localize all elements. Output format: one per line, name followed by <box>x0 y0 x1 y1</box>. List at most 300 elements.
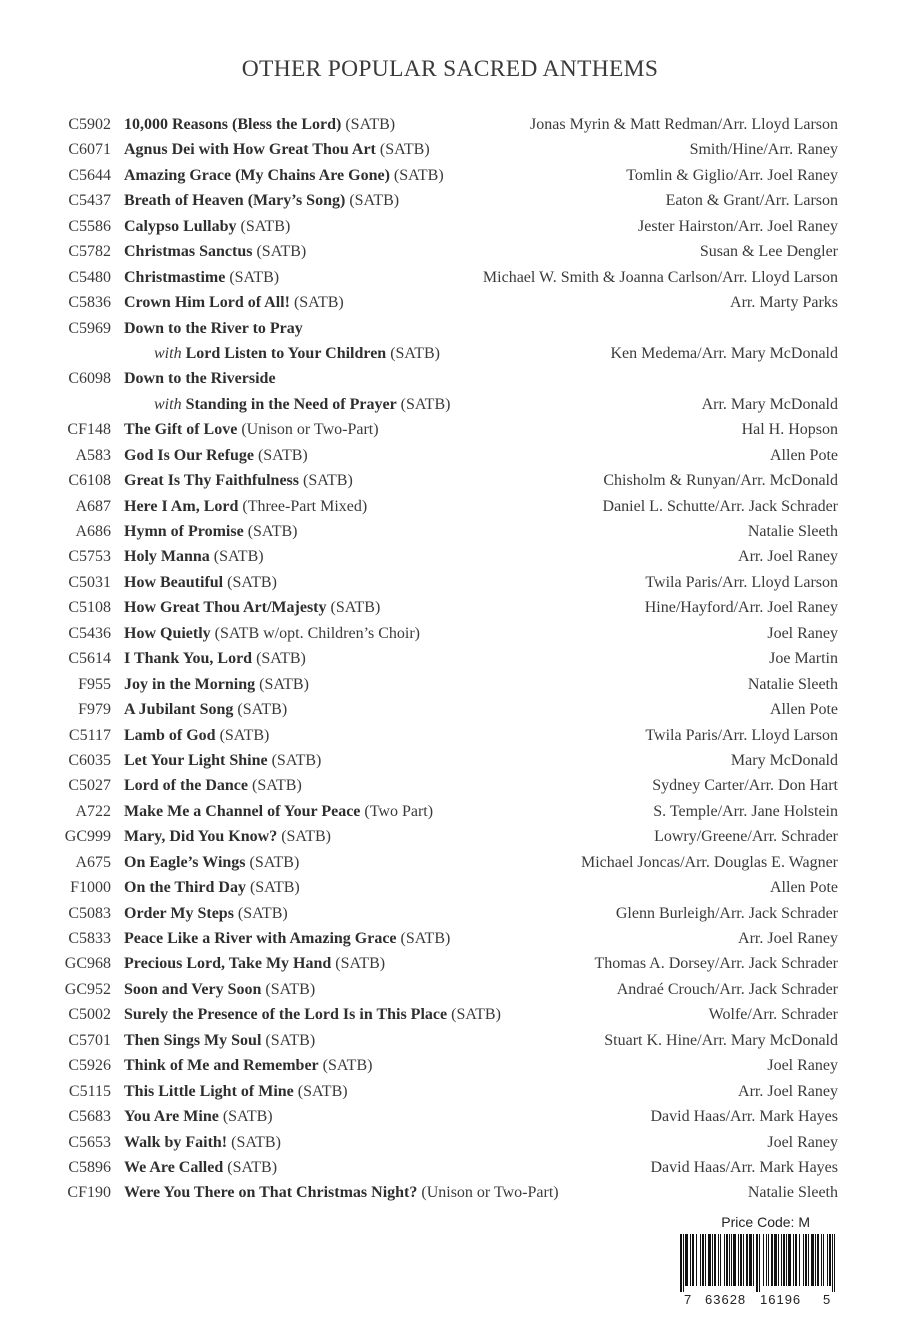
anthem-title <box>124 926 450 951</box>
catalog-code: GC952 <box>64 980 111 998</box>
anthem-name: On Eagle’s Wings <box>124 853 246 871</box>
barcode-bar <box>817 1234 819 1286</box>
catalog-code: C5436 <box>68 624 111 642</box>
list-item <box>0 748 900 773</box>
catalog-code: C5753 <box>68 548 111 566</box>
list-item <box>0 1180 900 1205</box>
anthem-title <box>154 392 450 417</box>
anthem-name: The Gift of Love <box>124 421 238 439</box>
voicing: (SATB) <box>267 751 322 769</box>
composer-arranger: Natalie Sleeth <box>747 675 838 693</box>
catalog-code: C5027 <box>68 777 111 795</box>
barcode-bar <box>827 1234 828 1286</box>
list-item <box>0 1130 900 1155</box>
catalog-code: C5614 <box>68 650 111 668</box>
voicing: (SATB) <box>389 166 444 184</box>
barcode-bar <box>740 1234 742 1286</box>
barcode-bar <box>778 1234 779 1286</box>
anthem-title <box>124 646 306 671</box>
composer-arranger: Thomas A. Dorsey/Arr. Jack Schrader <box>594 955 838 973</box>
barcode-bar <box>763 1234 764 1286</box>
catalog-code: C5701 <box>68 1031 111 1049</box>
anthem-title <box>124 214 290 239</box>
anthem-name: Were You There on That Christmas Night? <box>124 1184 418 1202</box>
barcode-bar <box>771 1234 773 1286</box>
anthem-title <box>124 773 302 798</box>
composer-arranger: Chisholm & Runyan/Arr. McDonald <box>603 472 838 490</box>
anthem-name: Mary, Did You Know? <box>124 828 278 846</box>
anthem-name: Lamb of God <box>124 726 216 744</box>
catalog-code: C5002 <box>68 1006 111 1024</box>
barcode-bar <box>683 1234 684 1292</box>
barcode-first-digit: 7 <box>684 1292 692 1307</box>
voicing: (SATB) <box>227 1133 281 1151</box>
anthem-name: Holy Manna <box>124 548 210 566</box>
anthem-name: Great Is Thy Faithfulness <box>124 472 299 490</box>
composer-arranger: Daniel L. Schutte/Arr. Jack Schrader <box>602 497 838 515</box>
anthem-title <box>124 494 367 519</box>
anthem-title <box>124 265 279 290</box>
catalog-code: C5833 <box>68 930 111 947</box>
anthem-name: Make Me a Channel of Your Peace <box>124 802 361 820</box>
list-item <box>0 1002 900 1027</box>
barcode-bar <box>795 1234 797 1286</box>
voicing: (SATB) <box>209 548 264 566</box>
anthem-name: Precious Lord, Take My Hand <box>124 955 332 973</box>
list-item <box>0 799 900 824</box>
catalog-code: C6108 <box>68 472 111 490</box>
composer-arranger: Tomlin & Giglio/Arr. Joel Raney <box>626 166 838 184</box>
anthem-title <box>124 901 288 926</box>
catalog-code: C5782 <box>68 243 111 261</box>
barcode-last-digit: 5 <box>823 1292 831 1307</box>
anthem-title <box>124 723 269 748</box>
anthem-list <box>0 112 900 1206</box>
anthem-title <box>124 977 315 1002</box>
catalog-code: A722 <box>75 802 111 820</box>
catalog-code: C5108 <box>68 599 111 617</box>
anthem-title <box>124 544 264 569</box>
voicing: (SATB) <box>252 243 307 261</box>
voicing: (SATB) <box>223 573 277 591</box>
anthem-title <box>124 951 385 976</box>
list-item <box>0 824 900 849</box>
voicing: (SATB) <box>233 701 288 719</box>
catalog-code: C5644 <box>68 166 111 184</box>
barcode-bar <box>708 1234 711 1286</box>
anthem-title <box>124 875 300 900</box>
composer-arranger: Susan & Lee Dengler <box>699 243 838 261</box>
list-item <box>0 163 900 188</box>
anthem-title <box>124 1002 501 1027</box>
barcode-bar <box>783 1234 785 1286</box>
composer-arranger: Twila Paris/Arr. Lloyd Larson <box>645 573 838 591</box>
barcode-bar <box>811 1234 814 1286</box>
voicing: (SATB) <box>215 726 270 744</box>
barcode-bar <box>781 1234 782 1286</box>
composer-arranger: Hine/Hayford/Arr. Joel Raney <box>644 599 838 617</box>
catalog-code: C5902 <box>68 116 111 133</box>
catalog-code: C5437 <box>68 192 111 210</box>
composer-arranger: Sydney Carter/Arr. Don Hart <box>652 777 838 795</box>
composer-arranger: Glenn Burleigh/Arr. Jack Schrader <box>615 904 838 922</box>
composer-arranger: Arr. Joel Raney <box>738 930 838 947</box>
anthem-name: Joy in the Morning <box>124 675 256 693</box>
catalog-code: C6071 <box>68 141 111 159</box>
list-item <box>0 1028 900 1053</box>
voicing: (Two Part) <box>360 802 434 820</box>
anthem-title <box>124 1028 315 1053</box>
list-item <box>0 875 900 900</box>
barcode-bar <box>832 1234 833 1292</box>
barcode-right-group: 16196 <box>760 1292 802 1307</box>
voicing: (SATB) <box>247 777 302 795</box>
voicing: (Unison or Two-Part) <box>237 421 379 439</box>
voicing: (SATB) <box>225 268 280 286</box>
list-item <box>0 646 900 671</box>
composer-arranger: Allen Pote <box>770 446 838 464</box>
anthem-name: Down to the River to Pray <box>124 319 303 337</box>
voicing: (SATB) <box>386 344 440 362</box>
catalog-code: A686 <box>75 523 111 540</box>
list-item <box>0 341 900 366</box>
list-item <box>0 443 900 468</box>
composer-arranger: Joel Raney <box>767 1133 838 1151</box>
composer-arranger: Michael Joncas/Arr. Douglas E. Wagner <box>580 853 838 871</box>
with-label: with <box>154 395 186 413</box>
anthem-name: Let Your Light Shine <box>124 751 268 769</box>
list-item <box>0 468 900 493</box>
barcode-bar <box>753 1234 754 1286</box>
anthem-name: A Jubilant Song <box>124 701 234 719</box>
composer-arranger: Arr. Joel Raney <box>738 548 838 566</box>
anthem-name: This Little Light of Mine <box>124 1082 294 1100</box>
anthem-title <box>124 112 395 137</box>
anthem-title <box>124 417 379 442</box>
voicing: (SATB) <box>236 217 291 235</box>
barcode-bar <box>731 1234 732 1286</box>
anthem-title <box>124 1104 273 1129</box>
voicing: (SATB) <box>233 904 288 922</box>
anthem-name: Peace Like a River with Amazing Grace <box>124 930 397 947</box>
voicing: (SATB) <box>299 472 353 490</box>
composer-arranger: Twila Paris/Arr. Lloyd Larson <box>645 726 838 744</box>
anthem-title <box>124 1079 348 1104</box>
barcode-bar <box>829 1234 831 1286</box>
list-item <box>0 723 900 748</box>
barcode-bar <box>696 1234 697 1286</box>
anthem-name: You Are Mine <box>124 1108 219 1126</box>
catalog-code: CF148 <box>67 421 111 439</box>
barcode-bar <box>743 1234 744 1286</box>
barcode-bar <box>700 1234 701 1286</box>
voicing: (SATB) <box>255 675 309 693</box>
anthem-name: I Thank You, Lord <box>124 650 253 668</box>
voicing: (Three-Part Mixed) <box>238 497 368 515</box>
list-item <box>0 672 900 697</box>
voicing: (SATB) <box>326 599 381 617</box>
catalog-code: C5083 <box>68 904 111 922</box>
barcode-bar <box>746 1234 748 1286</box>
anthem-name: How Great Thou Art/Majesty <box>124 599 327 617</box>
list-item <box>0 137 900 162</box>
voicing: (SATB) <box>261 980 316 998</box>
list-item <box>0 1155 900 1180</box>
barcode-bar <box>756 1234 758 1292</box>
barcode-bar <box>786 1234 787 1286</box>
composer-arranger: Jonas Myrin & Matt Redman/Arr. Lloyd Larson <box>530 116 838 133</box>
anthem-title <box>124 443 308 468</box>
barcode-bar <box>774 1234 777 1286</box>
list-item <box>0 316 900 341</box>
barcode-bar <box>712 1234 713 1286</box>
anthem-title <box>124 672 309 697</box>
anthem-title <box>124 188 399 213</box>
composer-arranger: David Haas/Arr. Mark Hayes <box>650 1158 838 1176</box>
anthem-name: 10,000 Reasons (Bless the Lord) <box>124 116 342 133</box>
barcode-numbers <box>678 1292 840 1310</box>
barcode-bar <box>729 1234 730 1286</box>
anthem-name: Christmas Sanctus <box>124 243 253 261</box>
barcode-bar <box>738 1234 739 1286</box>
barcode-bar <box>726 1234 728 1286</box>
composer-arranger: Ken Medema/Arr. Mary McDonald <box>610 344 838 362</box>
composer-arranger: Wolfe/Arr. Schrader <box>708 1006 838 1024</box>
anthem-title <box>124 748 321 773</box>
catalog-code: C5117 <box>68 726 111 744</box>
barcode-bar <box>815 1234 816 1286</box>
composer-arranger: Andraé Crouch/Arr. Jack Schrader <box>616 980 838 998</box>
list-item <box>0 519 900 544</box>
barcode-bar <box>823 1234 824 1286</box>
list-item <box>0 1079 900 1104</box>
composer-arranger: Joel Raney <box>767 624 838 642</box>
voicing: (SATB w/opt. Children’s Choir) <box>210 624 421 642</box>
catalog-code: C5031 <box>68 573 111 591</box>
catalog-code: C5586 <box>68 217 111 235</box>
barcode-bar <box>821 1234 822 1286</box>
list-item <box>0 366 900 391</box>
anthem-name: Crown Him Lord of All! <box>124 294 290 312</box>
catalog-code: C5969 <box>68 319 111 337</box>
list-item <box>0 112 900 137</box>
voicing: (SATB) <box>375 141 430 159</box>
anthem-title <box>154 341 440 366</box>
anthem-name: Order My Steps <box>124 904 234 922</box>
voicing: (SATB) <box>261 1031 316 1049</box>
voicing: (SATB) <box>447 1006 501 1024</box>
anthem-name: How Quietly <box>124 624 211 642</box>
list-item <box>0 1104 900 1129</box>
barcode-bar <box>720 1234 721 1286</box>
anthem-name: Walk by Faith! <box>124 1133 228 1151</box>
anthem-title <box>124 290 344 315</box>
anthem-title <box>124 850 299 875</box>
barcode-bar <box>799 1234 800 1286</box>
composer-arranger: Lowry/Greene/Arr. Schrader <box>654 828 838 846</box>
composer-arranger: Allen Pote <box>770 701 838 719</box>
anthem-name: Here I Am, Lord <box>124 497 239 515</box>
catalog-code: A687 <box>75 497 111 515</box>
barcode-bar <box>803 1234 804 1286</box>
anthem-name: Calypso Lullaby <box>124 217 237 235</box>
list-item <box>0 544 900 569</box>
list-item <box>0 392 900 417</box>
voicing: (SATB) <box>341 116 396 133</box>
list-item <box>0 239 900 264</box>
barcode-bar <box>788 1234 791 1286</box>
composer-arranger: Mary McDonald <box>730 751 838 769</box>
composer-arranger: Eaton & Grant/Arr. Larson <box>665 192 838 210</box>
anthem-title <box>124 570 277 595</box>
anthem-name: On the Third Day <box>124 879 246 897</box>
voicing: (SATB) <box>253 446 308 464</box>
list-item <box>0 621 900 646</box>
anthem-title <box>124 468 353 493</box>
composer-arranger: Arr. Marty Parks <box>730 294 838 312</box>
anthem-title <box>124 595 380 620</box>
list-item <box>0 850 900 875</box>
composer-arranger: Hal H. Hopson <box>741 421 838 439</box>
anthem-name: Amazing Grace (My Chains Are Gone) <box>124 166 390 184</box>
list-item <box>0 977 900 1002</box>
voicing: (SATB) <box>243 523 298 540</box>
voicing: (SATB) <box>293 1082 348 1100</box>
catalog-code: C5683 <box>68 1108 111 1126</box>
composer-arranger: Joel Raney <box>767 1057 838 1075</box>
anthem-title <box>124 1053 372 1078</box>
voicing: (SATB) <box>245 879 300 897</box>
barcode-bar <box>702 1234 704 1286</box>
anthem-title <box>124 316 303 341</box>
barcode-bar <box>690 1234 691 1286</box>
voicing: (SATB) <box>252 650 306 668</box>
voicing: (SATB) <box>277 828 331 846</box>
anthem-title <box>124 621 420 646</box>
composer-arranger: Allen Pote <box>770 879 838 897</box>
anthem-name: Surely the Presence of the Lord Is in This Place <box>124 1006 448 1024</box>
barcode-left-group: 63628 <box>705 1292 747 1307</box>
composer-arranger: Arr. Mary McDonald <box>701 395 838 413</box>
page-title: OTHER POPULAR SACRED ANTHEMS <box>241 56 659 82</box>
anthem-name: Hymn of Promise <box>124 523 244 540</box>
barcode-bar <box>685 1234 688 1286</box>
anthem-title <box>124 824 331 849</box>
voicing: (SATB) <box>218 1108 273 1126</box>
composer-arranger: David Haas/Arr. Mark Hayes <box>650 1108 838 1126</box>
anthem-title <box>124 799 433 824</box>
catalog-code: F979 <box>78 701 111 719</box>
voicing: (SATB) <box>289 294 344 312</box>
anthem-title <box>124 1180 559 1205</box>
anthem-name: We Are Called <box>124 1158 224 1176</box>
barcode-bar <box>749 1234 752 1286</box>
catalog-code: GC968 <box>64 955 111 973</box>
list-item <box>0 570 900 595</box>
catalog-code: C5480 <box>68 268 111 286</box>
anthem-title <box>124 366 276 391</box>
catalog-code: C5896 <box>68 1158 111 1176</box>
barcode-bar <box>692 1234 694 1286</box>
voicing: (SATB) <box>396 395 451 413</box>
composer-arranger: Natalie Sleeth <box>747 523 838 540</box>
voicing: (SATB) <box>318 1057 373 1075</box>
list-item <box>0 265 900 290</box>
composer-arranger: Joe Martin <box>769 650 838 668</box>
anthem-title <box>124 1130 281 1155</box>
anthem-name: Agnus Dei with How Great Thou Art <box>124 141 376 159</box>
list-item <box>0 926 900 951</box>
catalog-code: C5836 <box>68 294 111 312</box>
barcode-bar <box>793 1234 794 1286</box>
list-item <box>0 214 900 239</box>
barcode-block <box>678 1214 840 1314</box>
catalog-code: C5115 <box>68 1082 111 1100</box>
barcode-bar <box>680 1234 682 1292</box>
anthem-name: Think of Me and Remember <box>124 1057 319 1075</box>
barcode-bar <box>805 1234 807 1286</box>
catalog-code: F1000 <box>70 879 111 897</box>
catalog-code: C5653 <box>68 1133 111 1151</box>
anthem-title <box>124 697 287 722</box>
list-item <box>0 595 900 620</box>
catalog-code: GC999 <box>64 828 111 846</box>
composer-arranger: Natalie Sleeth <box>747 1184 838 1202</box>
anthem-name: Christmastime <box>124 268 226 286</box>
list-item <box>0 417 900 442</box>
anthem-title <box>124 163 444 188</box>
voicing: (SATB) <box>223 1158 278 1176</box>
anthem-name: Lord of the Dance <box>124 777 248 795</box>
anthem-name: Then Sings My Soul <box>124 1031 262 1049</box>
catalog-code: C5926 <box>68 1057 111 1075</box>
anthem-name: Lord Listen to Your Children <box>185 344 387 362</box>
list-item <box>0 188 900 213</box>
list-item <box>0 901 900 926</box>
barcode-bar <box>714 1234 716 1286</box>
anthem-title <box>124 1155 277 1180</box>
catalog-code: A583 <box>75 446 111 464</box>
catalog-code: C6035 <box>68 751 111 769</box>
list-item <box>0 697 900 722</box>
anthem-title <box>124 239 306 264</box>
list-item <box>0 494 900 519</box>
barcode-bar <box>768 1234 769 1286</box>
voicing: (SATB) <box>245 853 300 871</box>
composer-arranger: Jester Hairston/Arr. Joel Raney <box>638 217 838 235</box>
barcode-bar <box>834 1234 835 1292</box>
voicing: (SATB) <box>396 930 451 947</box>
list-item <box>0 290 900 315</box>
anthem-name: Down to the Riverside <box>124 370 276 388</box>
voicing: (Unison or Two-Part) <box>417 1184 559 1202</box>
voicing: (SATB) <box>331 955 386 973</box>
catalog-code: F955 <box>78 675 111 693</box>
with-label: with <box>154 344 186 362</box>
list-item <box>0 951 900 976</box>
catalog-code: C6098 <box>68 370 111 388</box>
composer-arranger: Arr. Joel Raney <box>738 1082 838 1100</box>
anthem-name: How Beautiful <box>124 573 224 591</box>
barcode-bar <box>759 1234 760 1292</box>
composer-arranger: Michael W. Smith & Joanna Carlson/Arr. Lloyd Larson <box>482 268 838 286</box>
list-item <box>0 1053 900 1078</box>
barcode-bar <box>733 1234 736 1286</box>
anthem-name: Standing in the Need of Prayer <box>185 395 397 413</box>
anthem-name: Breath of Heaven (Mary’s Song) <box>124 192 346 210</box>
barcode-bar <box>808 1234 809 1286</box>
barcode-bar <box>724 1234 725 1286</box>
